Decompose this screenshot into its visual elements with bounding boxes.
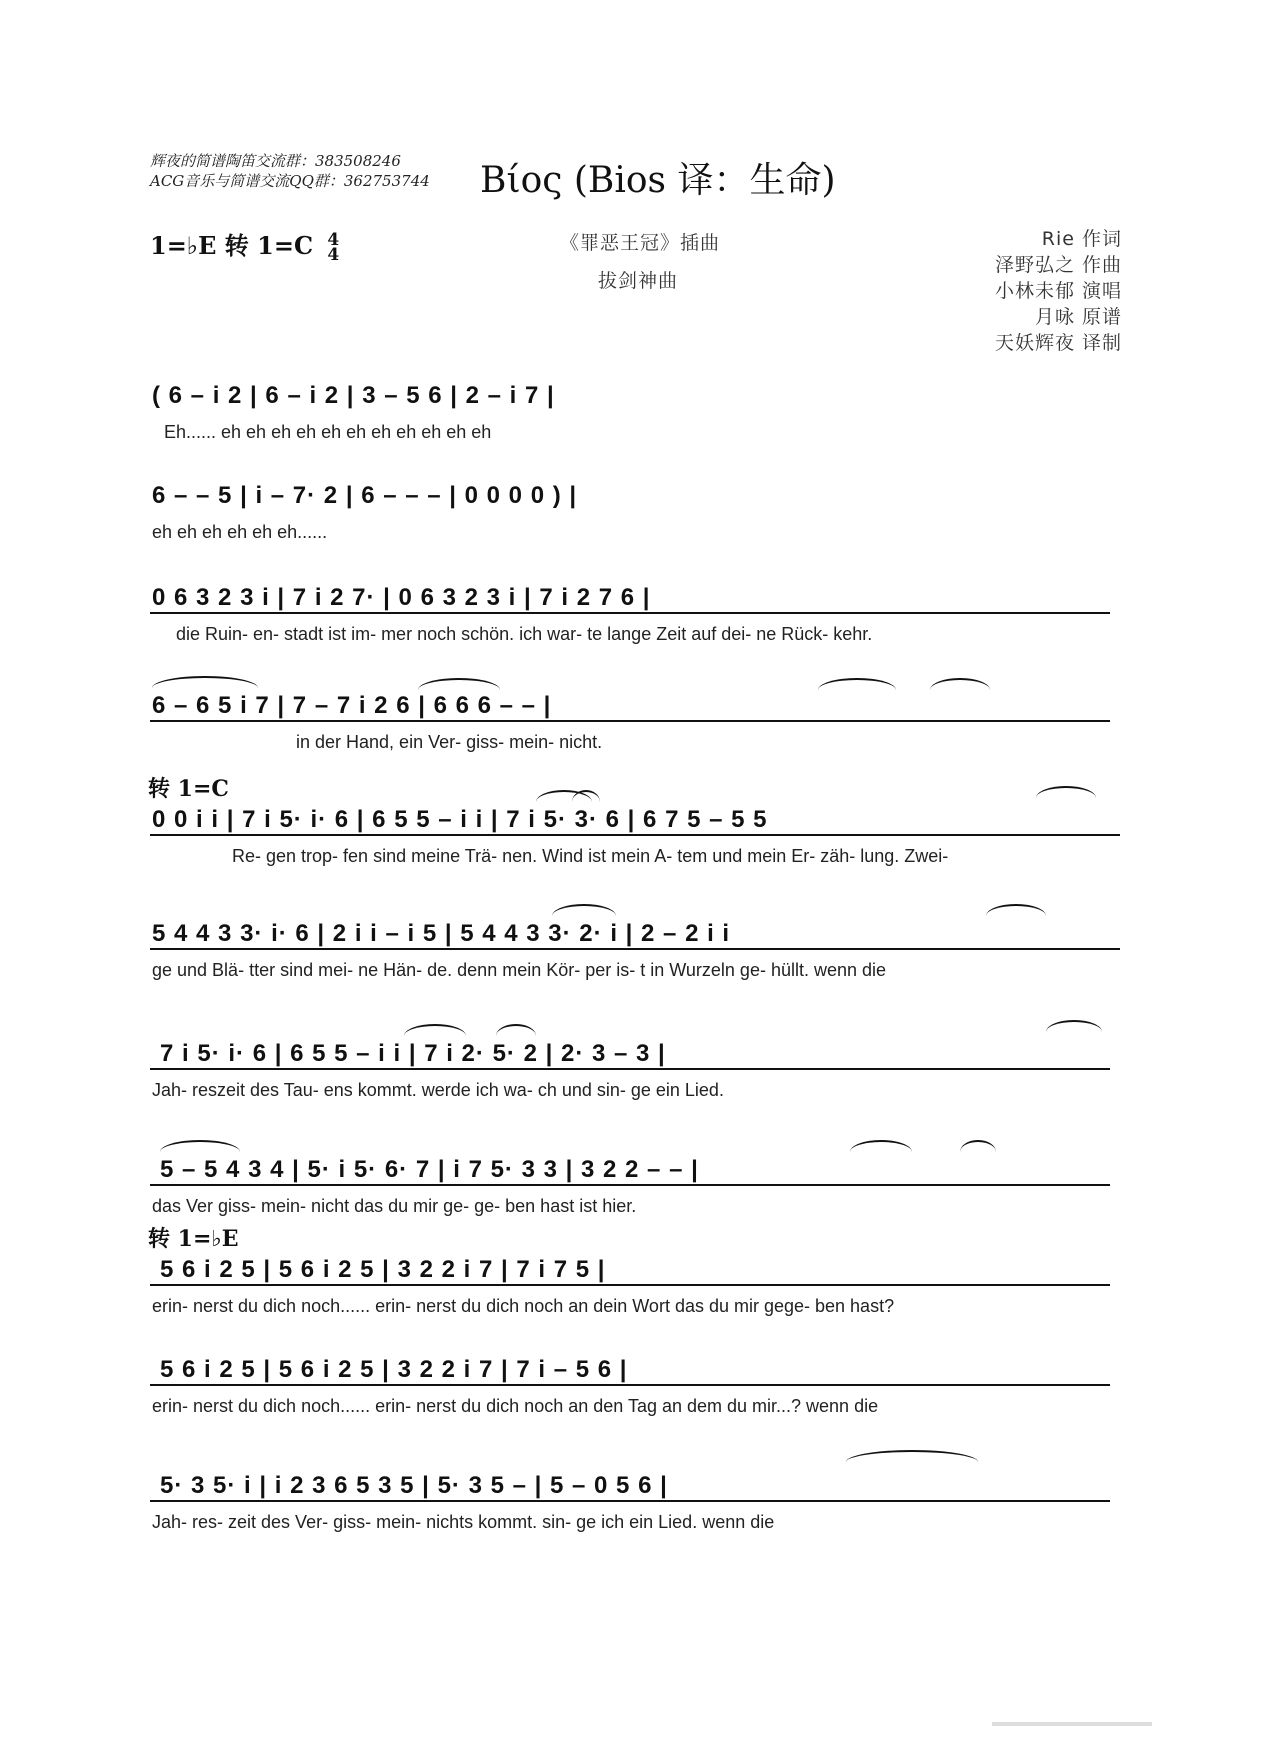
credit-original-score: 月咏 原谱 (1034, 306, 1122, 328)
beam-line-row-8 (150, 1184, 1110, 1186)
lyrics-row-7: Jah- reszeit des Tau- ens kommt. werde ich wa- ch und sin- ge ein Lied. (152, 1080, 724, 1100)
tie-arc (960, 1140, 996, 1152)
subtitle: 拔剑神曲 (598, 270, 679, 292)
meter-bottom: 4 (327, 244, 340, 265)
notation-row-1: ( 6 – i 2 | 6 – i 2 | 3 – 5 6 | 2 – i 7 | (152, 382, 555, 409)
beam-line-row-11 (150, 1500, 1110, 1502)
lyrics-row-4: in der Hand, ein Ver- giss- mein- nicht. (296, 732, 603, 752)
lyrics-row-5: Re- gen trop- fen sind meine Trä- nen. Wind ist mein A- tem und mein Er- zäh- lung. Zwei- (232, 846, 949, 866)
source-note: 《罪恶王冠》插曲 (560, 232, 721, 254)
song-title: Βίος (Βios 译：生命) (480, 160, 836, 201)
lyrics-row-10: erin- nerst du dich noch...... erin- nerst du dich noch an den Tag an dem du mir...? wenn die (152, 1396, 879, 1416)
credit-singer: 小林未郁 演唱 (994, 280, 1122, 302)
notation-row-6: 5 4 4 3 3· i· 6 | 2 i i – i 5 | 5 4 4 3 3· 2· i | 2 – 2 i i (152, 920, 731, 947)
beam-line-row-7 (150, 1068, 1110, 1070)
credit-composer: 泽野弘之 作曲 (994, 254, 1122, 276)
notation-row-7: 7 i 5· i· 6 | 6 5 5 – i i | 7 i 2· 5· 2 | 2· 3 – 3 | (160, 1040, 666, 1067)
beam-line-row-3 (150, 612, 1110, 614)
footer-watermark (992, 1722, 1152, 1726)
tie-arc (850, 1140, 912, 1152)
notation-row-2: 6 – – 5 | i – 7· 2 | 6 – – – | 0 0 0 0 ) | (152, 482, 578, 509)
notation-row-3: 0 6 3 2 3 i | 7 i 2 7· | 0 6 3 2 3 i | 7 i 2 7 6 | (152, 584, 651, 611)
notation-row-11: 5· 3 5· i | i 2 3 6 5 3 5 | 5· 3 5 – | 5 – 0 5 6 | (160, 1472, 668, 1499)
lyrics-row-6: ge und Blä- tter sind mei- ne Hän- de. denn mein Kör- per is- t in Wurzeln ge- hüllt. wenn die (152, 960, 887, 980)
notation-row-5: 0 0 i i | 7 i 5· i· 6 | 6 5 5 – i i | 7 i 5· 3· 6 | 6 7 5 – 5 5 (152, 806, 768, 833)
lyrics-row-3: die Ruin- en- stadt ist im- mer noch schön. ich war- te lange Zeit auf dei- ne Rück- kehr. (176, 624, 873, 644)
lyrics-row-2: eh eh eh eh eh eh...... (152, 522, 328, 542)
tie-arc (496, 1024, 536, 1036)
beam-line-row-4 (150, 720, 1110, 722)
tie-arc (930, 678, 990, 690)
tie-arc (986, 904, 1046, 916)
tie-arc (418, 678, 500, 690)
tie-arc (552, 904, 616, 916)
notation-row-9: 5 6 i 2 5 | 5 6 i 2 5 | 3 2 2 i 7 | 7 i 7 5 | (160, 1256, 606, 1283)
tie-arc (818, 678, 896, 690)
meter-top: 4 (327, 229, 340, 250)
credits-block (995, 226, 1122, 356)
credit-lyricist: Rie 作词 (1041, 228, 1122, 250)
tie-arc (1036, 786, 1096, 798)
key-signature (150, 226, 339, 263)
beam-line-row-9 (150, 1284, 1110, 1286)
tie-arc (160, 1140, 240, 1152)
tie-arc (572, 790, 600, 802)
tie-arc (846, 1450, 978, 1462)
notation-row-10: 5 6 i 2 5 | 5 6 i 2 5 | 3 2 2 i 7 | 7 i – 5 6 | (160, 1356, 628, 1383)
tie-arc (152, 676, 258, 688)
modulation-to-c: 转 1=C (148, 776, 229, 802)
key-text: 1=♭E 转 1=C (150, 231, 314, 260)
beam-line-row-10 (150, 1384, 1110, 1386)
qq-group-line-2: ACG音乐与简谱交流QQ群：362753744 (150, 172, 430, 190)
notation-row-4: 6 – 6 5 i 7 | 7 – 7 i 2 6 | 6 6 6 – – | (152, 692, 552, 719)
time-signature (327, 229, 340, 265)
beam-line-row-5 (150, 834, 1120, 836)
modulation-to-eb: 转 1=♭E (148, 1226, 239, 1252)
lyrics-row-8: das Ver giss- mein- nicht das du mir ge- ge- ben hast ist hier. (152, 1196, 637, 1216)
lyrics-row-11: Jah- res- zeit des Ver- giss- mein- nichts kommt. sin- ge ich ein Lied. wenn die (152, 1512, 775, 1532)
credit-translator: 天妖辉夜 译制 (994, 332, 1122, 354)
qq-group-line-1: 辉夜的简谱陶笛交流群：383508246 (150, 152, 401, 170)
notation-row-8: 5 – 5 4 3 4 | 5· i 5· 6· 7 | i 7 5· 3 3 | 3 2 2 – – | (160, 1156, 699, 1183)
beam-line-row-6 (150, 948, 1120, 950)
tie-arc (1046, 1020, 1102, 1032)
lyrics-row-9: erin- nerst du dich noch...... erin- nerst du dich noch an dein Wort das du mir gege- ben hast? (152, 1296, 895, 1316)
tie-arc (404, 1024, 466, 1036)
lyrics-row-1: Eh...... eh eh eh eh eh eh eh eh eh eh eh (164, 422, 492, 442)
